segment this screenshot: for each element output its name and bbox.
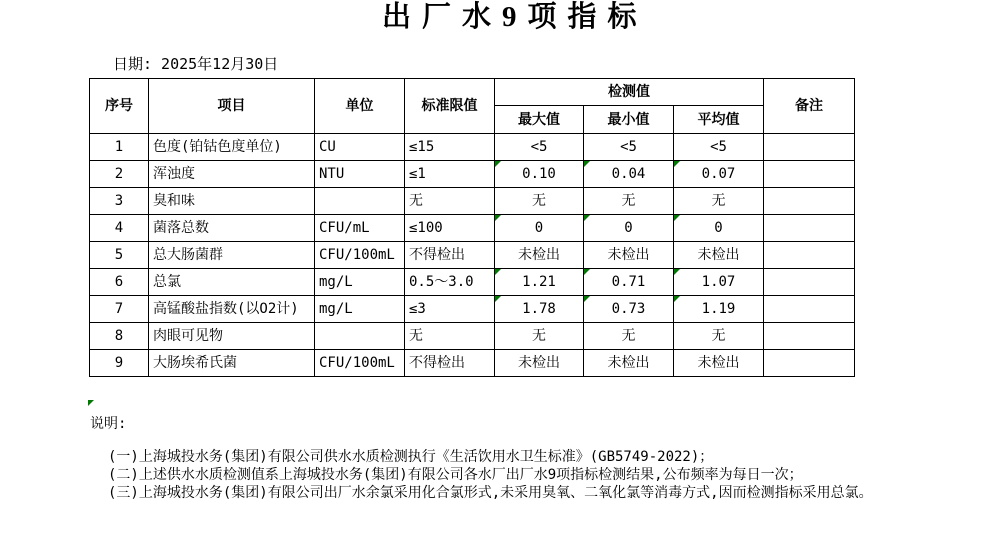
table-row	[90, 350, 855, 377]
cell-no: 1	[90, 134, 149, 161]
table-row	[90, 296, 855, 323]
cell-avg: 0.07	[674, 161, 764, 188]
table-row	[90, 323, 855, 350]
table-row	[90, 188, 855, 215]
cell-min: 0.04	[584, 161, 674, 188]
note-line-2: (二)上述供水水质检测值系上海城投水务(集团)有限公司各水厂出厂水9项指标检测结果,公布频率为每日一次；	[108, 467, 803, 483]
cell-max: 1.78	[495, 296, 584, 323]
cell-remark	[764, 161, 855, 188]
cell-unit: CFU/mL	[315, 215, 405, 242]
cell-max: 0.10	[495, 161, 584, 188]
cell-unit: CU	[315, 134, 405, 161]
cell-min: 无	[584, 188, 674, 215]
col-header-remark: 备注	[764, 79, 855, 134]
cell-remark	[764, 296, 855, 323]
cell-avg: 未检出	[674, 242, 764, 269]
col-header-limit: 标准限值	[405, 79, 495, 134]
cell-avg: 1.07	[674, 269, 764, 296]
cell-min: 0.73	[584, 296, 674, 323]
table-row	[90, 215, 855, 242]
cell-unit: mg/L	[315, 296, 405, 323]
cell-item: 菌落总数	[149, 215, 315, 242]
cell-no: 6	[90, 269, 149, 296]
table-row	[90, 134, 855, 161]
cell-min: 0.71	[584, 269, 674, 296]
cell-limit: ≤100	[405, 215, 495, 242]
cell-limit: 无	[405, 323, 495, 350]
cell-avg: 未检出	[674, 350, 764, 377]
cell-max: 0	[495, 215, 584, 242]
cell-avg: 0	[674, 215, 764, 242]
cell-remark	[764, 134, 855, 161]
cell-unit: NTU	[315, 161, 405, 188]
cell-avg: 1.19	[674, 296, 764, 323]
cell-item: 色度(铂钴色度单位)	[149, 134, 315, 161]
col-header-max: 最大值	[495, 106, 584, 134]
col-header-detect: 检测值	[495, 79, 764, 106]
excel-flag-icon	[88, 400, 95, 407]
cell-item: 肉眼可见物	[149, 323, 315, 350]
page-title: 出厂水9项指标	[382, 1, 648, 33]
cell-item: 总大肠菌群	[149, 242, 315, 269]
cell-item: 浑浊度	[149, 161, 315, 188]
cell-no: 4	[90, 215, 149, 242]
cell-remark	[764, 269, 855, 296]
cell-avg: 无	[674, 188, 764, 215]
cell-no: 8	[90, 323, 149, 350]
col-header-no: 序号	[90, 79, 149, 134]
cell-unit: mg/L	[315, 269, 405, 296]
cell-item: 总氯	[149, 269, 315, 296]
cell-limit: ≤1	[405, 161, 495, 188]
cell-avg: 无	[674, 323, 764, 350]
cell-limit: 无	[405, 188, 495, 215]
cell-min: <5	[584, 134, 674, 161]
cell-min: 0	[584, 215, 674, 242]
cell-unit	[315, 323, 405, 350]
cell-unit: CFU/100mL	[315, 350, 405, 377]
cell-limit: 不得检出	[405, 242, 495, 269]
cell-limit: ≤3	[405, 296, 495, 323]
cell-no: 7	[90, 296, 149, 323]
header-row-1	[90, 79, 855, 106]
table-row	[90, 242, 855, 269]
col-header-unit: 单位	[315, 79, 405, 134]
col-header-min: 最小值	[584, 106, 674, 134]
cell-item: 大肠埃希氏菌	[149, 350, 315, 377]
cell-limit: 不得检出	[405, 350, 495, 377]
note-line-3: (三)上海城投水务(集团)有限公司出厂水余氯采用化合氯形式,未采用臭氧、二氧化氯等消毒方式,因而检测指标采用总氯。	[108, 485, 873, 501]
note-line-1: (一)上海城投水务(集团)有限公司供水水质检测执行《生活饮用水卫生标准》(GB5749-2022)；	[108, 449, 714, 465]
table-row	[90, 269, 855, 296]
cell-limit: ≤15	[405, 134, 495, 161]
cell-max: 未检出	[495, 350, 584, 377]
cell-min: 未检出	[584, 242, 674, 269]
cell-no: 5	[90, 242, 149, 269]
cell-max: <5	[495, 134, 584, 161]
notes-label: 说明:	[90, 416, 127, 432]
cell-max: 无	[495, 323, 584, 350]
water-quality-table	[89, 78, 855, 377]
cell-item: 臭和味	[149, 188, 315, 215]
col-header-item: 项目	[149, 79, 315, 134]
col-header-avg: 平均值	[674, 106, 764, 134]
cell-item: 高锰酸盐指数(以O2计)	[149, 296, 315, 323]
cell-remark	[764, 242, 855, 269]
notes-section	[108, 448, 873, 502]
cell-unit	[315, 188, 405, 215]
cell-remark	[764, 215, 855, 242]
cell-no: 2	[90, 161, 149, 188]
cell-no: 9	[90, 350, 149, 377]
cell-max: 未检出	[495, 242, 584, 269]
cell-no: 3	[90, 188, 149, 215]
cell-remark	[764, 188, 855, 215]
table-row	[90, 161, 855, 188]
cell-min: 未检出	[584, 350, 674, 377]
cell-max: 1.21	[495, 269, 584, 296]
cell-limit: 0.5～3.0	[405, 269, 495, 296]
cell-remark	[764, 323, 855, 350]
cell-unit: CFU/100mL	[315, 242, 405, 269]
report-date: 日期: 2025年12月30日	[113, 55, 279, 73]
cell-avg: <5	[674, 134, 764, 161]
cell-max: 无	[495, 188, 584, 215]
cell-remark	[764, 350, 855, 377]
cell-min: 无	[584, 323, 674, 350]
